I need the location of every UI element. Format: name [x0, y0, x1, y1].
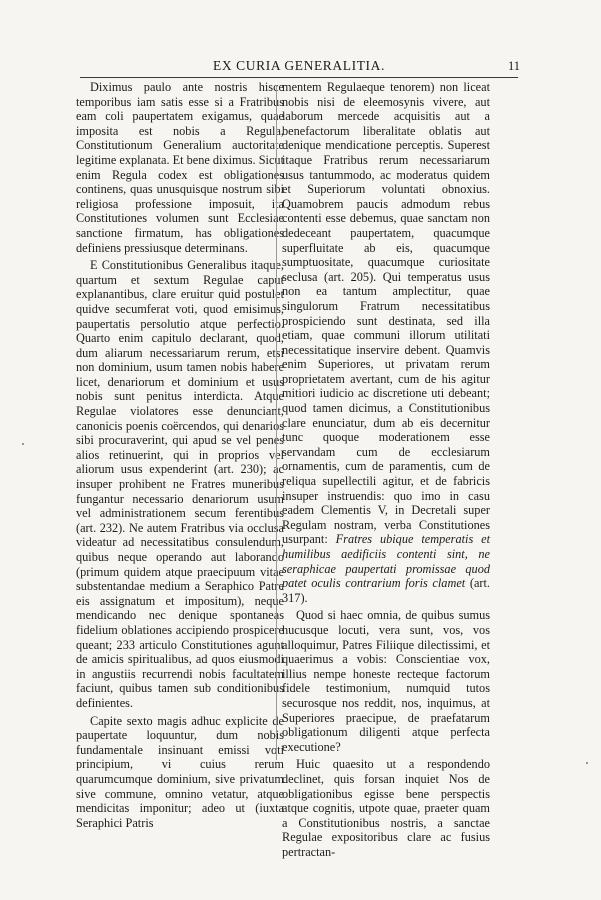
italic-quote: Fratres ubique temperatis et humilibus aedificiis contenti sint, ne seraphicae paupertati promissae quod patet oculis contrarium foris clamet — [282, 532, 490, 591]
margin-mark — [586, 762, 588, 764]
header-rule — [80, 77, 518, 78]
paragraph — [282, 80, 490, 605]
page-number: 11 — [507, 59, 520, 73]
margin-mark — [22, 443, 24, 445]
paragraph-text: mentem Regulaeque tenorem) non liceat nobis nisi de eleemosynis vivere, aut laborum mercede acquisitis aut a benefactorum liberalitate oblatis aut denique mendicatione perceptis. Superest itaque Fratribus rerum necessariarum usus tantummodo, ac moderatus quidem et Superiorum voluntati obnoxius. Quamobrem paucis admodum rebus contenti esse debemus, quae sanctam non dedeceant paupertatem, quacumque superfluitate ab eis, quacumque sumptuositate, quacumque curiositate seclusa (art. 205). Qui temperatus usus non ea tantum amplectitur, quae singulorum Fratrum necessitatibus prospiciendo sunt destinata, sed illa etiam, quae communi illorum utilitati necessitatique inservire debent. Quamvis enim Superiores, ut privatam rerum proprietatem avertant, cum de his agitur mitiori iudicio ac discretione uti debeant; quod tamen dicimus, a Constitutionibus clare enunciatur, dum ab eis decernitur tunc quoque moderationem esse servandam cum de ecclesiarum ornamentis, cum de paramentis, cum de reliqua supellectili agitur, et de fabricis insuper instruendis: quo imo in casu eadem Clementis V, in Decretali super Regulam nostram, verba Constitutiones usurpant: — [282, 80, 490, 547]
column-divider — [276, 86, 277, 760]
paragraph: Quod si haec omnia, de quibus sumus hucusque locuti, vera sunt, vos, vos alloquimur, Patres Filiique dilectissimi, et quaerimus a vobis: Conscientiae vox, illius nempe honeste recteque factorum fidele testimonium, numquid tutos securosque nos reddit, nos, inquimus, at Superiores praecipue, de praefatarum obligationum diligenti atque perfecta executione? — [282, 608, 490, 754]
paragraph: E Constitutionibus Generalibus itaque, quartum et sextum Regulae caput explanantibus, clare eruitur quid postulet quidve secumferat voti, quod emisimus, paupertatis persolutio atque perfectio. Quarto enim capitulo declarant, quod, dum aliarum necessariarum rerum, etsi non dominium, usum tamen nobis habere licet, denariorum et dominium et usus nobis sunt penitus interdicta. Atque Regulae violatores esse denunciant, canonicis poenis coërcendos, qui denarios sibi procuraverint, qui apud se vel penes alios retinuerint, qui in proprios vel aliorum usus expenderint (art. 230); ac insuper prohibent ne Fratres muneribus fungantur necessario denariorum usum vel administrationem secum ferentibus (art. 232). Ne autem Fratribus via occlusa videatur ad necessitatibus consulendum, quibus neque operando aut laborando (primum quidem atque praecipuum vitae substentandae medium a Seraphico Patre eis assignatum et impositum), neque mendicando nec denique spontaneas fidelium oblationes accipiendo prospicere queant; 233 articulo Constitutiones agunt de amicis spiritualibus, ad quos eiusmodi in angustiis recurrendi nobis facultatem faciunt, quibus tamen sub conditionibus definientes. — [76, 258, 284, 710]
citation: (art. 317). — [282, 576, 490, 605]
paragraph: Capite sexto magis adhuc explicite de paupertate loquuntur, dum nobis fundamentale insinuant emissi voti principium, vi cuius rerum quarumcumque dominium, sive privatum sive commune, omnino vetatur, atque mendicitas imponitur; adeo ut (iuxta Seraphici Patris — [76, 713, 284, 830]
running-title: EX CURIA GENERALITIA. — [213, 58, 385, 73]
right-column — [282, 80, 490, 862]
paragraph: Huic quaesito ut a respondendo declinet, quis forsan inquiet Nos de obligationibus egisse bene perspectis atque cognitis, utpote quae, praeter quam a Constitutionibus nostris, a sanctae Regulae expositoribus clare ac fusius pertractan- — [282, 757, 490, 859]
paragraph: Diximus paulo ante nostris hisce temporibus iam satis esse si a Fratribus eam coli paupertatem exigamus, quae imposita est nobis a Regula, Constitutionum Generalium auctoritate legitime explanata. Et bene diximus. Sicut enim Regula codex est obligationes continens, quas unusquisque nostrum sibi religiosa professione imposuit, ita Constitutiones volumen sunt Ecclesiae sanctione firmatum, has obligationes definiens pressiusque determinans. — [76, 80, 284, 255]
page-header — [78, 58, 520, 78]
left-column — [76, 80, 284, 833]
